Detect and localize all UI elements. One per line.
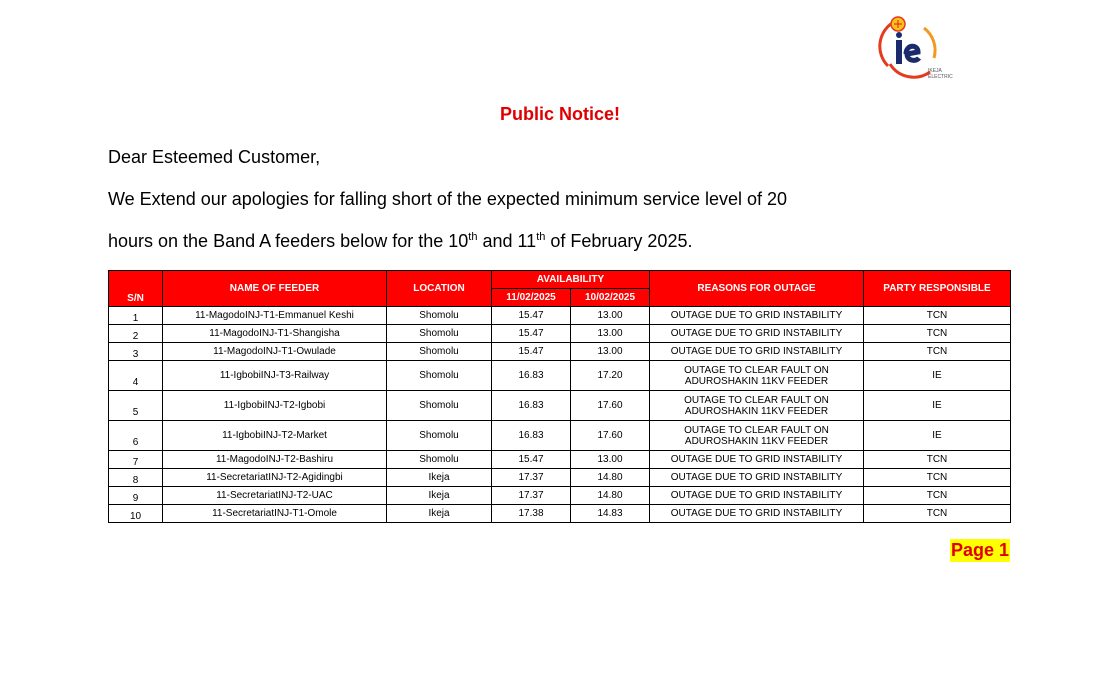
cell-availability-1: 15.47 — [492, 307, 571, 325]
cell-sn: 3 — [109, 343, 163, 361]
apology-line-2 — [108, 231, 692, 252]
cell-location: Shomolu — [387, 325, 492, 343]
cell-sn: 2 — [109, 325, 163, 343]
reason-line-1: OUTAGE TO CLEAR FAULT ON — [684, 394, 829, 406]
table-row — [109, 469, 1011, 487]
logo-wordmark — [928, 68, 953, 80]
cell-availability-1: 16.83 — [492, 391, 571, 421]
cell-party: TCN — [864, 343, 1011, 361]
feeder-outage-table — [108, 270, 1011, 523]
cell-availability-1: 15.47 — [492, 343, 571, 361]
cell-reason — [650, 421, 864, 451]
header-feeder-name: NAME OF FEEDER — [163, 271, 387, 307]
cell-feeder: 11-SecretariatINJ-T1-Omole — [163, 505, 387, 523]
cell-location: Shomolu — [387, 307, 492, 325]
cell-location: Shomolu — [387, 343, 492, 361]
cell-feeder: 11-SecretariatINJ-T2-UAC — [163, 487, 387, 505]
cell-party: TCN — [864, 325, 1011, 343]
cell-reason: OUTAGE DUE TO GRID INSTABILITY — [650, 469, 864, 487]
table-row — [109, 325, 1011, 343]
cell-availability-1: 16.83 — [492, 361, 571, 391]
cell-feeder: 11-MagodoINJ-T1-Shangisha — [163, 325, 387, 343]
cell-availability-2: 14.83 — [571, 505, 650, 523]
line2-mid: and 11 — [477, 231, 537, 251]
table-row — [109, 421, 1011, 451]
cell-reason: OUTAGE DUE TO GRID INSTABILITY — [650, 505, 864, 523]
cell-availability-1: 15.47 — [492, 325, 571, 343]
reason-line-1: OUTAGE TO CLEAR FAULT ON — [684, 364, 829, 376]
header-date-1: 11/02/2025 — [492, 289, 571, 307]
cell-location: Ikeja — [387, 487, 492, 505]
cell-party: IE — [864, 421, 1011, 451]
cell-reason: OUTAGE DUE TO GRID INSTABILITY — [650, 343, 864, 361]
apology-line-1: We Extend our apologies for falling short of the expected minimum service level of 20 — [108, 189, 788, 209]
cell-reason: OUTAGE DUE TO GRID INSTABILITY — [650, 325, 864, 343]
header-location: LOCATION — [387, 271, 492, 307]
table-row — [109, 451, 1011, 469]
cell-availability-2: 13.00 — [571, 343, 650, 361]
cell-availability-1: 17.38 — [492, 505, 571, 523]
line2-pre: hours on the Band A feeders below for the 10 — [108, 231, 469, 251]
cell-feeder: 11-MagodoINJ-T1-Owulade — [163, 343, 387, 361]
cell-availability-2: 17.60 — [571, 421, 650, 451]
cell-feeder: 11-IgbobiINJ-T2-Market — [163, 421, 387, 451]
cell-availability-2: 14.80 — [571, 469, 650, 487]
cell-reason: OUTAGE DUE TO GRID INSTABILITY — [650, 487, 864, 505]
cell-party: TCN — [864, 469, 1011, 487]
notice-title: Public Notice! — [499, 104, 620, 124]
cell-sn: 6 — [109, 421, 163, 451]
cell-availability-2: 13.00 — [571, 451, 650, 469]
cell-sn: 10 — [109, 505, 163, 523]
table-row — [109, 505, 1011, 523]
salutation: Dear Esteemed Customer, — [108, 147, 321, 167]
cell-sn: 9 — [109, 487, 163, 505]
header-sn: S/N — [109, 271, 163, 307]
cell-party: TCN — [864, 487, 1011, 505]
cell-feeder: 11-SecretariatINJ-T2-Agidingbi — [163, 469, 387, 487]
sup-th-2: th — [536, 231, 546, 243]
cell-availability-2: 17.20 — [571, 361, 650, 391]
logo-text-line1: IKEJA — [928, 68, 942, 74]
cell-location: Ikeja — [387, 505, 492, 523]
cell-party: TCN — [864, 451, 1011, 469]
table-row — [109, 487, 1011, 505]
reason-line-1: OUTAGE TO CLEAR FAULT ON — [684, 424, 829, 436]
cell-sn: 1 — [109, 307, 163, 325]
table-row — [109, 391, 1011, 421]
cell-sn: 7 — [109, 451, 163, 469]
page-number: Page 1 — [951, 540, 1010, 560]
reason-line-2: ADUROSHAKIN 11KV FEEDER — [684, 405, 829, 417]
cell-feeder: 11-MagodoINJ-T2-Bashiru — [163, 451, 387, 469]
cell-party: TCN — [864, 505, 1011, 523]
cell-location: Shomolu — [387, 451, 492, 469]
line2-post: of February 2025. — [545, 231, 693, 251]
header-date-2: 10/02/2025 — [571, 289, 650, 307]
cell-sn: 5 — [109, 391, 163, 421]
cell-sn: 4 — [109, 361, 163, 391]
header-reasons: REASONS FOR OUTAGE — [650, 271, 864, 307]
cell-availability-2: 17.60 — [571, 391, 650, 421]
cell-location: Shomolu — [387, 391, 492, 421]
cell-availability-1: 15.47 — [492, 451, 571, 469]
cell-reason: OUTAGE DUE TO GRID INSTABILITY — [650, 307, 864, 325]
reason-line-2: ADUROSHAKIN 11KV FEEDER — [684, 435, 829, 447]
cell-reason — [650, 391, 864, 421]
cell-availability-2: 13.00 — [571, 307, 650, 325]
cell-party: TCN — [864, 307, 1011, 325]
header-availability: AVAILABILITY — [492, 271, 650, 289]
cell-party: IE — [864, 391, 1011, 421]
cell-availability-1: 16.83 — [492, 421, 571, 451]
cell-feeder: 11-IgbobiINJ-T2-Igbobi — [163, 391, 387, 421]
cell-sn: 8 — [109, 469, 163, 487]
cell-availability-2: 14.80 — [571, 487, 650, 505]
cell-location: Shomolu — [387, 421, 492, 451]
cell-feeder: 11-IgbobiINJ-T3-Railway — [163, 361, 387, 391]
cell-feeder: 11-MagodoINJ-T1-Emmanuel Keshi — [163, 307, 387, 325]
header-party: PARTY RESPONSIBLE — [864, 271, 1011, 307]
cell-availability-1: 17.37 — [492, 469, 571, 487]
reason-line-2: ADUROSHAKIN 11KV FEEDER — [684, 375, 829, 387]
cell-location: Shomolu — [387, 361, 492, 391]
cell-availability-1: 17.37 — [492, 487, 571, 505]
cell-reason: OUTAGE DUE TO GRID INSTABILITY — [650, 451, 864, 469]
cell-availability-2: 13.00 — [571, 325, 650, 343]
cell-reason — [650, 361, 864, 391]
table-row — [109, 343, 1011, 361]
logo-text-line2: ELECTRIC — [928, 74, 953, 80]
cell-party: IE — [864, 361, 1011, 391]
cell-location: Ikeja — [387, 469, 492, 487]
table-row — [109, 307, 1011, 325]
sup-th-1: th — [468, 231, 478, 243]
table-row — [109, 361, 1011, 391]
